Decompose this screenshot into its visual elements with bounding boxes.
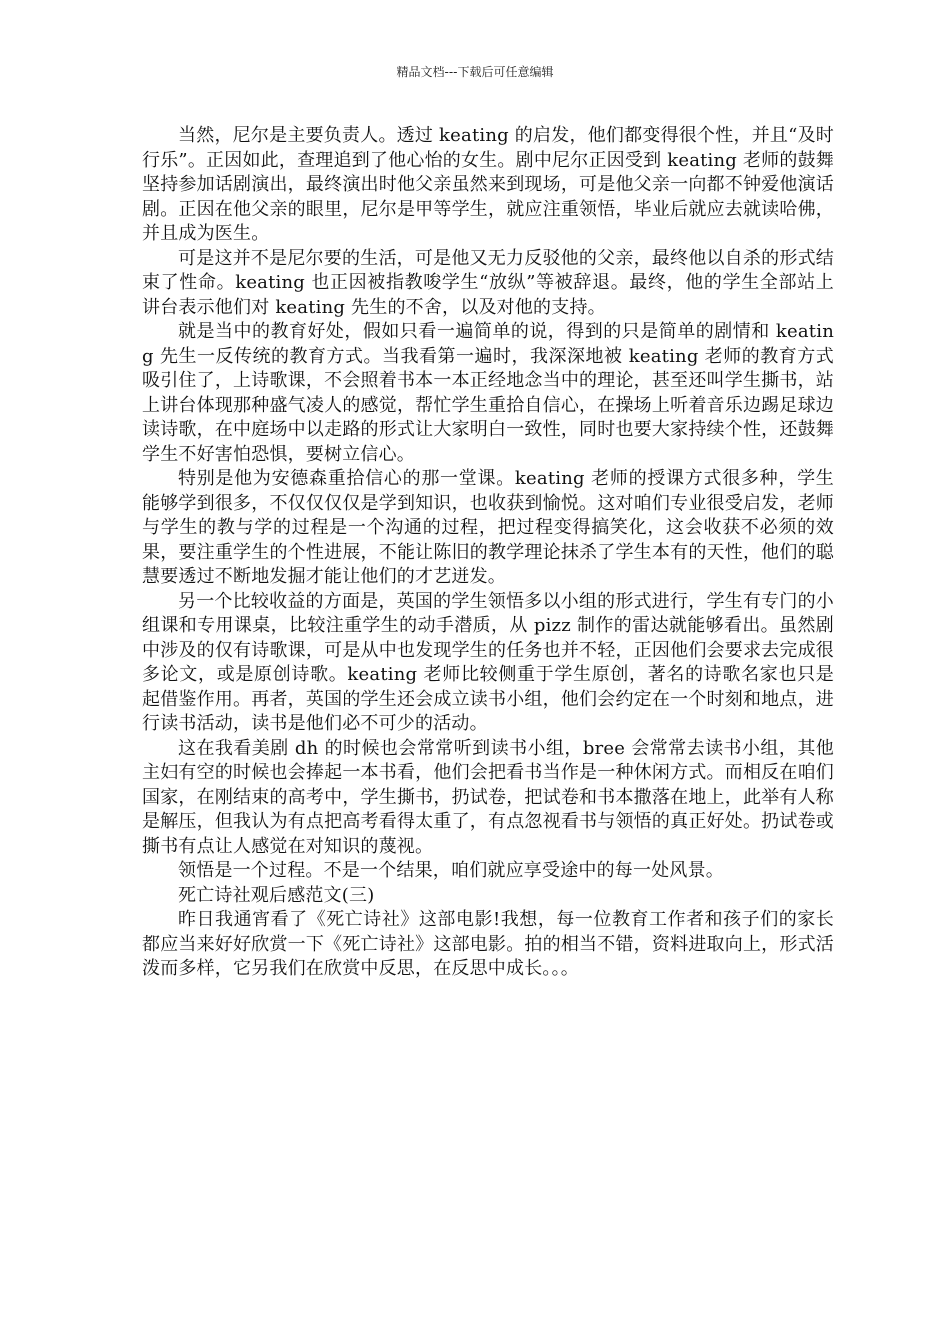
paragraph-4: 特别是他为安德森重拾信心的那一堂课。keating 老师的授课方式很多种，学生能够学到很多，不仅仅仅仅是学到知识，也收获到愉悦。这对咱们专业很受启发，老师与学生的教与学的过程是一个沟通的过程，把过程变得搞笑化，这会收获不必须的效果，要注重学生的个性进展，不能让陈旧的教学理论抹杀了学生本有的天性，他们的聪慧要透过不断地发掘才能让他们的才艺迸发。 bbox=[142, 468, 834, 587]
document-body bbox=[142, 124, 834, 982]
section-heading: 死亡诗社观后感范文(三) bbox=[178, 884, 375, 906]
paragraph-5: 另一个比较收益的方面是，英国的学生领悟多以小组的形式进行，学生有专门的小组课和专用课桌，比较注重学生的动手潜质，从 pizz 制作的雷达就能够看出。虽然剧中涉及的仅有诗歌课，可是从中也发现学生的任务也并不轻，正因他们会要求去完成很多论文，或是原创诗歌。keating 老师比较侧重于学生原创，著名的诗歌名家也只是起借鉴作用。再者，英国的学生还会成立读书小组，他们会约定在一个时刻和地点，进行读书活动，读书是他们必不可少的活动。 bbox=[142, 590, 834, 734]
paragraph-6: 这在我看美剧 dh 的时候也会常常听到读书小组，bree 会常常去读书小组，其他主妇有空的时候也会捧起一本书看，他们会把看书当作是一种休闲方式。而相反在咱们国家，在刚结束的高考中，学生撕书，扔试卷，把试卷和书本撒落在地上，此举有人称是解压，但我认为有点把高考看得太重了，有点忽视看书与领悟的真正好处。扔试卷或撕书有点让人感觉在对知识的蔑视。 bbox=[142, 737, 834, 857]
page-header: 精品文档---下载后可任意编辑 bbox=[396, 65, 554, 79]
paragraph-3: 就是当中的教育好处，假如只看一遍简单的说，得到的只是简单的剧情和 keating 先生一反传统的教育方式。当我看第一遍时，我深深地被 keating 老师的教育方式吸引住了，上诗歌课，不会照着书本一本正经地念当中的理论，甚至还叫学生撕书，站上讲台体现那种盛气凌人的感觉，帮忙学生重拾自信心，在操场上听着音乐边踢足球边读诗歌，在中庭场中以走路的形式让大家明白一致性，同时也要大家持续个性，还鼓舞学生不好害怕恐惧，要树立信心。 bbox=[142, 321, 834, 465]
paragraph-1: 当然，尼尔是主要负责人。透过 keating 的启发，他们都变得很个性，并且“及时行乐”。正因如此，查理追到了他心怡的女生。剧中尼尔正因受到 keating 老师的鼓舞坚持参加话剧演出，最终演出时他父亲虽然来到现场，可是他父亲一向都不钟爱他演话剧。正因在他父亲的眼里，尼尔是甲等学生，就应注重领悟，毕业后就应去就读哈佛，并且成为医生。 bbox=[142, 125, 834, 244]
paragraph-8: 昨日我通宵看了《死亡诗社》这部电影!我想，每一位教育工作者和孩子们的家长都应当来好好欣赏一下《死亡诗社》这部电影。拍的相当不错，资料进取向上，形式活泼而多样，它另我们在欣赏中反思，在反思中成长。。。 bbox=[142, 909, 834, 979]
paragraph-2: 可是这并不是尼尔要的生活，可是他又无力反驳他的父亲，最终他以自杀的形式结束了性命。keating 也正因被指教唆学生“放纵”等被辞退。最终，他的学生全部站上讲台表示他们对 keating 先生的不舍，以及对他的支持。 bbox=[142, 247, 834, 318]
paragraph-7: 领悟是一个过程。不是一个结果，咱们就应享受途中的每一处风景。 bbox=[178, 860, 724, 881]
